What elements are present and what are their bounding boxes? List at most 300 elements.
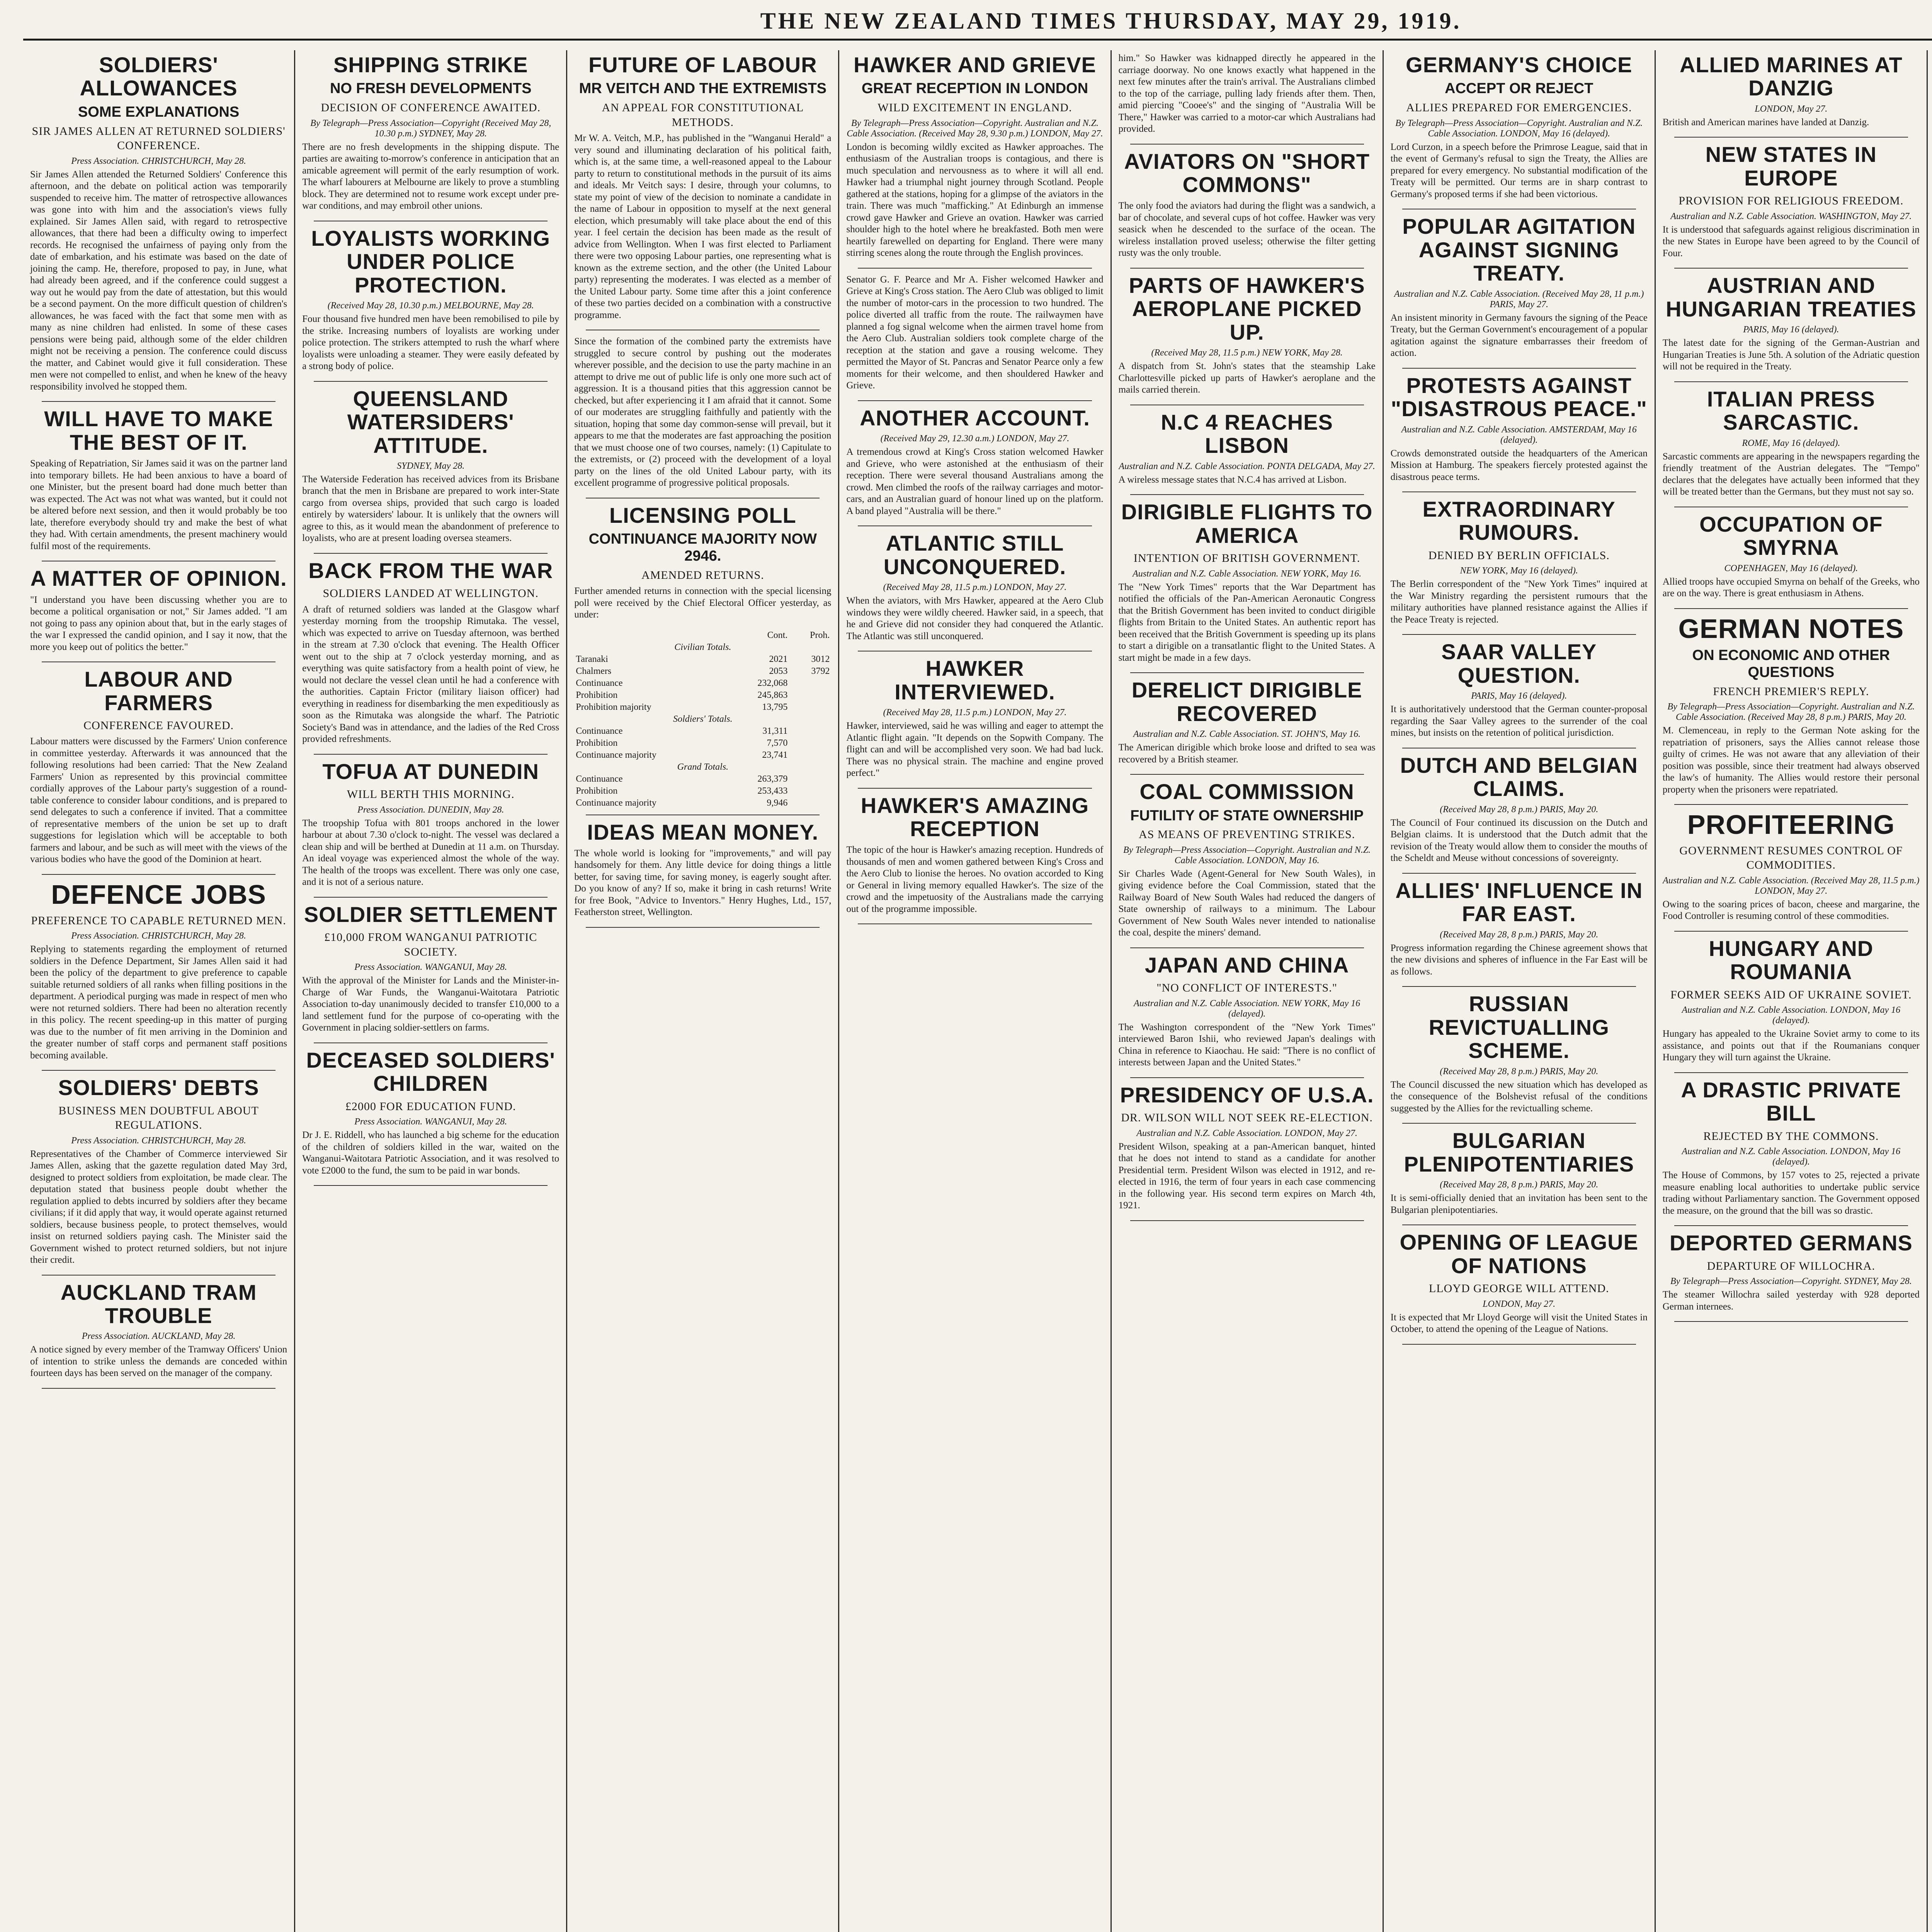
dateline: (Received May 28, 8 p.m.) PARIS, May 20. xyxy=(1440,1180,1599,1190)
article xyxy=(1663,810,1920,922)
headline: A DRASTIC PRIVATE BILL xyxy=(1681,1077,1901,1126)
article xyxy=(846,657,1103,779)
article-separator xyxy=(314,381,548,382)
poll-header-cell: Cont. xyxy=(767,630,788,640)
dateline: By Telegraph—Press Association—Copyright (Received May 28, 10.30 p.m.) SYDNEY, May 28. xyxy=(310,118,551,139)
headline: ATLANTIC STILL UNCONQUERED. xyxy=(883,531,1066,579)
article-body: There are no fresh developments in the shipping dispute. The parties are awaiting to-morrow's conference in anticipation that an amicable agreement will permit of the early resumption of work. The wharf labourers at Melbourne are likely to prove a stumbling block. They are determined not to resume work except under pre-war conditions, and may embroil other unions. xyxy=(302,141,560,211)
headline: LOYALISTS WORKING UNDER POLICE PROTECTION. xyxy=(311,226,550,297)
column-5 xyxy=(1112,50,1384,1932)
dateline: LONDON, May 27. xyxy=(1483,1299,1556,1309)
article-body: Sir James Allen attended the Returned Soldiers' Conference this afternoon, and the debate on political action was temporarily suspended to receive him. The matter of retrospective allowances was gone into with him and the association's views fully explained. Sir James Allen said, with regard to retrospective allowances, that there had been a difficulty owing to imperfect records. He recognised the unfairness of paying only from the date of embarkation, and his estimate was based on the date of joining the camp. He, therefore, proposed to pay, in June, what had already been agreed, and if the conference could suggest a way out he would pay from the date of attestation, but this would be a second payment. On the more difficult question of children's allowances, he was faced with the fact that some men with as many as nine children had enlisted. In some of these cases pensions were being paid, although some of the elder children might not be receiving a pension. The conference could discuss the matter, and Cabinet would give it full consideration. These men were not compelled to enlist, and when he knew of the heavy responsibility involved he stopped them. xyxy=(30,169,287,392)
article-body: It is semi-officially denied that an invitation has been sent to the Bulgarian plenipotentiaries. xyxy=(1390,1193,1648,1215)
headline: DIRIGIBLE FLIGHTS TO AMERICA xyxy=(1121,500,1373,548)
poll-cell: 2053 xyxy=(769,666,788,676)
article-body: A tremendous crowd at King's Cross station welcomed Hawker and Grieve, who were astonished at the enthusiasm of their reception. There were several thousand Australians among the crowd. Men climbed the roofs of the railway carriages and motor-cars, and an Australian guard of honour lined up on the platform. A band played "Australia will be there." xyxy=(846,447,1104,516)
article-separator xyxy=(1402,873,1636,874)
article xyxy=(302,1049,559,1177)
headline: PRESIDENCY OF U.S.A. xyxy=(1120,1082,1374,1107)
article-separator xyxy=(1674,137,1908,138)
article-body: The Washington correspondent of the "New York Times" interviewed Baron Ishii, who reviewed Japan's dealings with China in reference to Kiaochau. He said: "There is no conflict of interests between Japan and the United States." xyxy=(1118,1022,1376,1068)
masthead xyxy=(23,8,1932,35)
article-body: The topic of the hour is Hawker's amazing reception. Hundreds of thousands of men and women gathered between King's Cross and the Aero Club to lionise the heroes. No ovation accorded to King or General in living memory equalled Hawker's. The size of the crowd and the impetuosity of the Australians made the carrying out of the programme impossible. xyxy=(846,845,1104,914)
dateline: Australian and N.Z. Cable Association. NEW YORK, May 16 (delayed). xyxy=(1133,998,1361,1019)
poll-cell xyxy=(789,737,831,749)
article xyxy=(1663,513,1920,600)
headline: ALLIED MARINES AT DANZIG xyxy=(1679,53,1903,100)
article-subtitle: AS MEANS OF PREVENTING STRIKES. xyxy=(1138,828,1355,841)
poll-header-cell xyxy=(574,629,728,641)
article-body: President Wilson, speaking at a pan-American banquet, hinted that he does not intend to stand as a candidate for another Presidential term. President Wilson was elected in 1912, and re-elected in 1916, the term of four years in each case commencing in the following year. His second term expires on March 4th, 1921. xyxy=(1118,1141,1376,1211)
article-body: The "New York Times" reports that the War Department has notified the officials of the Pan-American Aeronautic Congress that the British Government has been invited to conduct dirigible flights from Britain to the United States. An authentic report has been received that the British Government is speeding up its plans to start a dirigible on a transatlantic flight to the United States. A start might be made in a few days. xyxy=(1118,582,1376,663)
article xyxy=(574,53,831,321)
article-separator xyxy=(1130,144,1364,145)
poll-header-cell: Proh. xyxy=(810,630,830,640)
article xyxy=(574,821,831,918)
dateline: (Received May 28, 11.5 p.m.) LONDON, May 27. xyxy=(883,582,1067,593)
poll-cell: Continuance majority xyxy=(576,798,656,808)
poll-cell: 3012 xyxy=(811,654,830,664)
poll-section-title: Soldiers' Totals. xyxy=(673,714,733,724)
article-body: Dr J. E. Riddell, who has launched a big scheme for the education of the children of soldiers killed in the war, waited on the Wanganui-Waitotara Patriotic Association, and it was resolved to vote £2000 to the fund, the sum to be paid in war bonds. xyxy=(302,1130,560,1176)
article-subtitle: WILL BERTH THIS MORNING. xyxy=(347,788,515,801)
article-body: An insistent minority in Germany favours the signing of the Peace Treaty, but the German Government's encouragement of a popular agitation against the signature embarrasses their freedom of action. xyxy=(1390,312,1648,359)
article-separator xyxy=(1130,1220,1364,1221)
poll-cell xyxy=(789,701,831,713)
column-8 xyxy=(1928,50,1932,1932)
poll-cell xyxy=(789,773,831,785)
headline: JAPAN AND CHINA xyxy=(1145,952,1349,977)
article-subtitle: FORMER SEEKS AID OF UKRAINE SOVIET. xyxy=(1670,988,1912,1001)
article-body: Representatives of the Chamber of Commerce interviewed Sir James Allen, asking that the gazette regulation dated May 3rd, designed to protect soldiers from exploitation, be made clear. The deputation stated that business people doubt whether the regulation applied to debts incurred by soldiers after they became civilians; if it did apply that way, it would operate against returned soldiers, because business people, to protect themselves, would insist on returned soldiers paying cash. The Minister said the Government wished to protect returned soldiers, but not injure their credit. xyxy=(30,1148,287,1265)
column-6 xyxy=(1384,50,1656,1932)
article xyxy=(30,407,287,552)
article xyxy=(302,559,559,745)
article-subtitle: CONFERENCE FAVOURED. xyxy=(83,719,234,732)
dateline: By Telegraph—Press Association—Copyright. Australian and N.Z. Cable Association. LONDON, May 16 (delayed). xyxy=(1395,118,1643,139)
dateline: Press Association. CHRISTCHURCH, May 28. xyxy=(71,1135,246,1146)
article-body: The whole world is looking for "improvements," and will pay handsomely for them. Any little device for doing things a little better, for saving time, for saving money, is eagerly sought after. Do you know of any? If so, make it bring in cash returns! Write for free Book, "Advice to Inventors." Henry Hughes, Ltd., 157, Featherston street, Wellington. xyxy=(574,848,832,918)
article xyxy=(1119,411,1376,486)
headline: BACK FROM THE WAR xyxy=(308,558,553,583)
article-body: Hawker, interviewed, said he was willing and eager to attempt the Atlantic flight again. "It depends on the Sopwith Company. The flight can and will be accomplished very soon. We had bad luck. There was no physical strain. The machine and engine proved perfect." xyxy=(846,721,1104,778)
article-body: Sir Charles Wade (Agent-General for New South Wales), in giving evidence before the Coal Commission, stated that the Railway Board of New South Wales had reduced the dangers of State ownership of railways to a minimum. The Labour Government of New South Wales never intended to nationalise the coal, despite the miners' demand. xyxy=(1118,868,1376,938)
article-subtitle: ALLIES PREPARED FOR EMERGENCIES. xyxy=(1406,101,1632,114)
article-body: Crowds demonstrated outside the headquarters of the American Mission at Hamburg. The speakers fiercely protested against the disastrous peace terms. xyxy=(1390,448,1648,482)
article-separator xyxy=(314,1185,548,1186)
article-separator xyxy=(1674,1072,1908,1073)
article-body: Four thousand five hundred men have been remobilised to pile by the strike. Increasing numbers of loyalists are working under police protection. The strikers attempted to rush the wharf where loyalists were unloading a steamer. They were easily defeated by a strong body of police. xyxy=(302,314,560,372)
dateline: Australian and N.Z. Cable Association. ST. JOHN'S, May 16. xyxy=(1133,729,1361,740)
article xyxy=(302,760,559,888)
headline: DEPORTED GERMANS xyxy=(1669,1231,1913,1255)
article-separator xyxy=(1674,268,1908,269)
article-body: Allied troops have occupied Smyrna on behalf of the Greeks, who are on the way. There is great enthusiasm in Athens. xyxy=(1662,576,1920,599)
headline: PROFITEERING xyxy=(1687,810,1895,840)
article xyxy=(574,336,831,489)
article-separator xyxy=(314,754,548,755)
headline: PROTESTS AGAINST "DISASTROUS PEACE." xyxy=(1391,373,1647,421)
article-separator xyxy=(1674,381,1908,382)
article-subtitle: AN APPEAL FOR CONSTITUTIONAL METHODS. xyxy=(602,101,804,129)
dateline: COPENHAGEN, May 16 (delayed). xyxy=(1724,563,1858,573)
headline: A MATTER OF OPINION. xyxy=(30,566,287,591)
poll-cell: Continuance xyxy=(576,726,623,736)
article-subtitle: PREFERENCE TO CAPABLE RETURNED MEN. xyxy=(31,914,286,927)
article xyxy=(1119,150,1376,259)
poll-cell: 245,863 xyxy=(757,690,788,700)
dateline: LONDON, May 27. xyxy=(1755,104,1828,114)
poll-table xyxy=(574,629,831,809)
article-body: The Council discussed the new situation which has developed as the consequence of the Bolshevist refusal of the conditions suggested by the Allies for the revictualling scheme. xyxy=(1390,1079,1648,1114)
headline: EXTRAORDINARY RUMOURS. xyxy=(1422,497,1616,545)
article xyxy=(1119,274,1376,396)
headline: FUTURE OF LABOUR xyxy=(588,53,817,77)
article-body: The Council of Four continued its discussion on the Dutch and Belgian claims. It is understood that the Dutch admit that the revision of the Treaty would allow them to consider the mouths of the Scheldt and Meuse without concessions of sovereignty. xyxy=(1390,817,1648,864)
article-separator xyxy=(1402,986,1636,987)
poll-cell: 13,795 xyxy=(762,702,788,712)
article xyxy=(846,532,1103,642)
article-separator xyxy=(42,1275,276,1276)
article-body: Speaking of Repatriation, Sir James said it was on the partner land into temporary billets. He had been anxious to have a board of one Minister, but the present board had done much better than was expected. The Act was not what was wanted, but it could not be altered before next session, and then it would probably be too late, therefore everybody should try and make the best of what they had. With certain amendments, the present machinery would fulfil most of the requirements. xyxy=(30,458,287,551)
column-3 xyxy=(567,50,839,1932)
dateline: (Received May 28, 8 p.m.) PARIS, May 20. xyxy=(1440,804,1599,815)
article xyxy=(1119,1083,1376,1212)
headline: OPENING OF LEAGUE OF NATIONS xyxy=(1400,1230,1638,1278)
dateline: By Telegraph—Press Association—Copyright. Australian and N.Z. Cable Association. (Received May 28, 8 p.m.) PARIS, May 20. xyxy=(1667,702,1915,723)
article-body: British and American marines have landed at Danzig. xyxy=(1662,117,1869,128)
headline: N.C 4 REACHES LISBON xyxy=(1161,410,1333,458)
subheadline: NO FRESH DEVELOPMENTS xyxy=(330,80,532,97)
dateline: Press Association. DUNEDIN, May 28. xyxy=(357,804,504,815)
article-body: The Berlin correspondent of the "New York Times" inquired at the War Ministry regarding the persistent rumours that the military authorities have planned resistance against the Allies if the Peace Treaty is rejected. xyxy=(1390,579,1648,625)
article-subtitle: DECISION OF CONFERENCE AWAITED. xyxy=(321,101,541,114)
headline: HAWKER'S AMAZING RECEPTION xyxy=(861,793,1089,841)
article xyxy=(1391,215,1648,359)
dateline: (Received May 28, 11.5 p.m.) LONDON, May 27. xyxy=(883,707,1067,718)
dateline: By Telegraph—Press Association—Copyright. Australian and N.Z. Cable Association. LONDON, May 16. xyxy=(1123,845,1371,866)
article-separator xyxy=(858,788,1092,789)
article xyxy=(1391,1231,1648,1335)
headline: QUEENSLAND WATERSIDERS' ATTITUDE. xyxy=(347,386,514,457)
dateline: Press Association. AUCKLAND, May 28. xyxy=(82,1331,236,1342)
article-separator xyxy=(858,923,1092,924)
article-separator xyxy=(42,1070,276,1071)
poll-cell: 7,570 xyxy=(767,738,788,748)
headline: SOLDIER SETTLEMENT xyxy=(304,902,558,927)
headline: DECEASED SOLDIERS' CHILDREN xyxy=(306,1048,555,1096)
article xyxy=(1391,754,1648,864)
headline: COAL COMMISSION xyxy=(1139,779,1354,804)
article-separator xyxy=(1674,1225,1908,1226)
dateline: Australian and N.Z. Cable Association. PONTA DELGADA, May 27. xyxy=(1119,461,1375,471)
dateline: NEW YORK, May 16 (delayed). xyxy=(1460,566,1578,576)
article xyxy=(1663,274,1920,372)
poll-cell: Continuance xyxy=(576,678,623,688)
article-body: Labour matters were discussed by the Farmers' Union conference in committee yesterday. Afterwards it was announced that the following resolutions had been carried: That the New Zealand Farmers' Union as represented by this provincial committee cordially approves of the Labour party's suggestion of a round-table conference to consider labour conditions, and is prepared to send delegates to such a conference if invited. That a committee of representative members of the union be set up to draft suggestions for legislation which will be acceptable to both farmers and labour, and be such as will meet with the views of the various bodies who have the good of the Dominion at heart. xyxy=(30,736,287,865)
article-body: It is expected that Mr Lloyd George will visit the United States in October, to attend the opening of the League of Nations. xyxy=(1390,1312,1648,1335)
article-separator xyxy=(1402,634,1636,635)
column-7 xyxy=(1656,50,1928,1932)
article xyxy=(1391,640,1648,739)
article-body: London is becoming wildly excited as Hawker approaches. The enthusiasm of the Australian troops is contagious, and there is much speculation and nervousness as to where it will all end. Hawker had a triumphal night journey through Scotland. People gathered at the stations, hoping for a glimpse of the aviators in the train. There was much "mafficking." At Edinburgh an immense crowd gave Hawker and Grieve an ovation. Hawker was carried shoulder high to the hotel where he breakfasted. Both men were heartily farewelled on departing for England. There were many stirring scenes along the route through the English provinces. xyxy=(846,141,1104,259)
newspaper-columns xyxy=(23,50,1932,1932)
article-subtitle: DEPARTURE OF WILLOCHRA. xyxy=(1707,1259,1876,1272)
article xyxy=(1391,1129,1648,1216)
article-body: Lord Curzon, in a speech before the Primrose League, said that in the event of Germany's refusal to sign the Treaty, the Allies are prepared for every emergency. No substantial modification of the Treaty will be permitted. Our terms are in sharp contrast to Germany's proposed terms if she had been victorious. xyxy=(1390,141,1648,199)
article xyxy=(1663,614,1920,796)
article-body: Replying to statements regarding the employment of returned soldiers in the Defence Department, Sir James Allen said it had been the policy of the department to give preference to capable suitable returned soldiers of all ranks when filling positions in the department. A periodical purging was made in respect of men who were not returned soldiers. There had been no alteration recently in this policy. The recent speeding-up in this matter of purging was due to the number of fit men arriving in the Dominion and the greater number of staff corps and permanent staff positions becoming available. xyxy=(30,944,287,1061)
headline: ANOTHER ACCOUNT. xyxy=(860,405,1090,430)
headline: BULGARIAN PLENIPOTENTIARIES xyxy=(1404,1128,1634,1176)
headline: SOLDIERS' ALLOWANCES xyxy=(80,53,238,100)
poll-cell xyxy=(789,785,831,797)
dateline: (Received May 28, 11.5 p.m.) NEW YORK, May 28. xyxy=(1151,348,1343,358)
headline: ALLIES' INFLUENCE IN FAR EAST. xyxy=(1395,878,1643,926)
article-subtitle: PROVISION FOR RELIGIOUS FREEDOM. xyxy=(1679,194,1904,207)
article-body: Senator G. F. Pearce and Mr A. Fisher welcomed Hawker and Grieve at King's Cross station. The Aero Club was obliged to limit the number of motor-cars in the procession to two hundred. The police diverted all traffic from the route. The railwaymen have planned a fog signal welcome when the airmen travel home from the Aero Club. Australian soldiers took complete charge of the reception at the station and gave a rousing welcome. They permitted the Mayor of St. Pancras and Senator Pearce only a few moments for their welcome, and then shouldered Hawker and Grieve. xyxy=(846,274,1104,391)
column-4 xyxy=(839,50,1111,1932)
article-separator xyxy=(858,268,1092,269)
headline: AUCKLAND TRAM TROUBLE xyxy=(60,1280,257,1328)
article-subtitle: £2000 FOR EDUCATION FUND. xyxy=(345,1100,516,1113)
article-body: The American dirigible which broke loose and drifted to sea was recovered by a British steamer. xyxy=(1118,742,1376,765)
dateline: Press Association. CHRISTCHURCH, May 28. xyxy=(71,156,246,166)
article xyxy=(1663,388,1920,498)
article-body: Further amended returns in connection with the special licensing poll were received by the Chief Electoral Officer yesterday, as under: xyxy=(574,586,832,620)
article xyxy=(1663,1078,1920,1217)
article-separator xyxy=(1130,774,1364,775)
article-body: him." So Hawker was kidnapped directly he appeared in the carriage doorway. No one knows exactly what happened in the next few minutes after the train's arrival. The Australians climbed to the top of the carriage, pulling lady friends after them. Then, amid piercing "Cooee's" and the singing of "Australia Will be There," Hawker was carried to a motor-car which Australians had provided. xyxy=(1118,53,1376,134)
article xyxy=(30,53,287,393)
article-body: "I understand you have been discussing whether you are to become a political organisation or not," Sir James added. "I am not going to pass any opinion about that, but in the early stages of the war I expressed the candid opinion, and I say it now, that the more you keep out of politics the better." xyxy=(30,594,287,652)
poll-cell: Prohibition xyxy=(576,786,618,796)
article xyxy=(30,880,287,1061)
dateline: Australian and N.Z. Cable Association. NEW YORK, May 16. xyxy=(1132,568,1362,579)
poll-cell xyxy=(789,749,831,761)
dateline: By Telegraph—Press Association—Copyright. SYDNEY, May 28. xyxy=(1670,1276,1912,1287)
article xyxy=(846,274,1103,392)
article-separator xyxy=(42,1388,276,1389)
headline: SAAR VALLEY QUESTION. xyxy=(1441,639,1597,687)
dateline: Australian and N.Z. Cable Association. LONDON, May 27. xyxy=(1136,1128,1357,1138)
article-subtitle: "NO CONFLICT OF INTERESTS." xyxy=(1156,981,1337,995)
headline: AVIATORS ON "SHORT COMMONS" xyxy=(1124,149,1370,197)
article-subtitle: LLOYD GEORGE WILL ATTEND. xyxy=(1429,1282,1609,1295)
article-separator xyxy=(42,874,276,875)
subheadline: ACCEPT OR REJECT xyxy=(1445,80,1594,97)
article-separator xyxy=(858,400,1092,401)
article-subtitle: BUSINESS MEN DOUBTFUL ABOUT REGULATIONS. xyxy=(58,1104,259,1132)
article-subtitle: REJECTED BY THE COMMONS. xyxy=(1703,1129,1879,1143)
poll-cell: Continuance xyxy=(576,774,623,784)
article-body: Owing to the soaring prices of bacon, cheese and margarine, the Food Controller is resuming control of these commodities. xyxy=(1662,899,1920,922)
poll-cell xyxy=(789,725,831,737)
column-2 xyxy=(295,50,567,1932)
poll-cell: Chalmers xyxy=(576,666,612,676)
article xyxy=(574,504,831,621)
article-body: The steamer Willochra sailed yesterday with 928 deported German internees. xyxy=(1662,1289,1920,1312)
article xyxy=(302,903,559,1034)
poll-section-title: Civilian Totals. xyxy=(674,642,731,652)
headline: TOFUA AT DUNEDIN xyxy=(322,759,539,784)
article xyxy=(30,1281,287,1379)
article-separator xyxy=(314,897,548,898)
article xyxy=(30,1076,287,1266)
article-subtitle: GOVERNMENT RESUMES CONTROL OF COMMODITIES. xyxy=(1679,844,1903,872)
dateline: Australian and N.Z. Cable Association. LONDON, May 16 (delayed). xyxy=(1682,1005,1901,1026)
column-1 xyxy=(23,50,295,1932)
article-subtitle: £10,000 FROM WANGANUI PATRIOTIC SOCIETY. xyxy=(324,931,537,958)
article-subtitle: FRENCH PREMIER'S REPLY. xyxy=(1713,685,1869,698)
headline: GERMANY'S CHOICE xyxy=(1406,53,1633,77)
poll-cell: Prohibition xyxy=(576,738,618,748)
dateline: Australian and N.Z. Cable Association. AMSTERDAM, May 16 (delayed). xyxy=(1401,424,1637,445)
article-subtitle: SIR JAMES ALLEN AT RETURNED SOLDIERS' CONFERENCE. xyxy=(32,124,286,152)
headline: LICENSING POLL xyxy=(609,503,796,527)
article-body: The House of Commons, by 157 votes to 25, rejected a private measure enabling local authorities to undertake public service trading without Parliamentary sanction. The Government opposed the measure, on the ground that the bill was so drastic. xyxy=(1662,1170,1920,1216)
poll-cell: Taranaki xyxy=(576,654,608,664)
article-subtitle: DR. WILSON WILL NOT SEEK RE-ELECTION. xyxy=(1121,1111,1373,1124)
poll-cell xyxy=(789,797,831,809)
headline: DERELICT DIRIGIBLE RECOVERED xyxy=(1131,678,1362,726)
dateline: Australian and N.Z. Cable Association. LONDON, May 16 (delayed). xyxy=(1682,1146,1901,1167)
article-body: The latest date for the signing of the German-Austrian and Hungarian Treaties is June 5th. A solution of the Adriatic question will not be required in the Treaty. xyxy=(1662,338,1920,372)
headline: OCCUPATION OF SMYRNA xyxy=(1699,512,1883,560)
article-subtitle: WILD EXCITEMENT IN ENGLAND. xyxy=(878,101,1072,114)
article-separator xyxy=(42,401,276,402)
article-separator xyxy=(1674,1321,1908,1322)
dateline: Australian and N.Z. Cable Association. (Received May 28, 11 p.m.) PARIS, May 27. xyxy=(1394,289,1644,310)
poll-cell: 23,741 xyxy=(762,750,788,760)
article-body: When the aviators, with Mrs Hawker, appeared at the Aero Club windows they were wildly cheered. Hawker said, in a speech, that he and Grieve did not consider they had conquered the Atlantic. The Atlantic was still unconquered. xyxy=(846,595,1104,641)
poll-cell: Prohibition xyxy=(576,690,618,700)
article-body: With the approval of the Minister for Lands and the Minister-in-Charge of War Funds, the Wanganui-Waitotara Patriotic Association to-day unanimously decided to transfer £10,000 to a land settlement fund for the purpose of co-operating with the Government in placing soldier-settlers on farms. xyxy=(302,975,560,1033)
article-body: It is understood that safeguards against religious discrimination in the new States in Europe have been agreed to by the Council of Four. xyxy=(1662,224,1920,259)
article xyxy=(1391,992,1648,1114)
article xyxy=(302,227,559,372)
article-subtitle: SOLDIERS LANDED AT WELLINGTON. xyxy=(323,587,539,600)
article-body: Progress information regarding the Chinese agreement shows that the new divisions and spheres of influence in the Far East will be as follows. xyxy=(1390,942,1648,977)
headline: SOLDIERS' DEBTS xyxy=(58,1075,259,1100)
article xyxy=(1119,954,1376,1069)
subheadline: MR VEITCH AND THE EXTREMISTS xyxy=(579,80,827,97)
article xyxy=(846,406,1103,517)
headline: IDEAS MEAN MONEY. xyxy=(587,820,819,844)
dateline: (Received May 28, 8 p.m.) PARIS, May 20. xyxy=(1440,1066,1599,1077)
headline: HAWKER INTERVIEWED. xyxy=(895,656,1055,704)
article xyxy=(302,387,559,544)
article-separator xyxy=(1130,1077,1364,1078)
dateline: SYDNEY, May 28. xyxy=(397,461,465,471)
headline: RUSSIAN REVICTUALLING SCHEME. xyxy=(1429,992,1609,1063)
headline: AUSTRIAN AND HUNGARIAN TREATIES xyxy=(1666,273,1917,321)
article xyxy=(1663,1231,1920,1313)
article-body: It is authoritatively understood that the German counter-proposal regarding the Saar Valley agrees to the surrender of the coal mines, but insists on the retention of political jurisdiction. xyxy=(1390,704,1648,738)
article xyxy=(1663,143,1920,259)
article xyxy=(1391,53,1648,200)
dateline: Australian and N.Z. Cable Association. (Received May 28, 11.5 p.m.) LONDON, May 27. xyxy=(1663,875,1920,896)
article-separator xyxy=(586,927,820,928)
dateline: Australian and N.Z. Cable Association. WASHINGTON, May 27. xyxy=(1670,211,1912,221)
article-body: A draft of returned soldiers was landed at the Glasgow wharf yesterday morning from the troopship Rimutaka. The vessel, which was expected to arrive on Tuesday afternoon, was berthed in the stream at 7.30 o'clock that evening. The Health Officer went out to the ship at 7 o'clock yesterday morning, and as everything was quite satisfactory from a health point of view, he would not declare the vessel clean until he had a conference with the authorities. Captain Frictor (military liaison officer) had everything in readiness for disembarking the men expeditiously as soon as the Rimutaka was alongside the wharf. The Patriotic Society's Band was in attendance, and the ladies of the Red Cross provided refreshments. xyxy=(302,604,560,745)
poll-cell: 3792 xyxy=(811,666,830,676)
article-separator xyxy=(1402,368,1636,369)
article xyxy=(1391,498,1648,626)
article-body: Since the formation of the combined party the extremists have struggled to secure control by pushing out the moderates wherever possible, and the decision to use the party machine in an attempt to drive me out of public life is only one more such act of aggression. It is a thousand pities that this aggression cannot be checked, but after experiencing it I am afraid that it cannot. Some of our moderates are struggling faithfully and patiently with the situation, hoping that some day common-sense will prevail, but it appears to me that the moderates are fast approaching the position that we must choose one of two courses, namely: (1) Capitulate to the extremists, or (2) proceed with the development of a loyal party on the lines of the old United Labour party, with its excellent programme of progressive political proposals. xyxy=(574,336,832,488)
dateline: Press Association. WANGANUI, May 28. xyxy=(354,1117,507,1127)
headline: HUNGARY AND ROUMANIA xyxy=(1709,936,1874,984)
masthead-rule xyxy=(23,39,1932,41)
article-separator xyxy=(1130,672,1364,673)
dateline: PARIS, May 16 (delayed). xyxy=(1471,691,1567,701)
article-body: The troopship Tofua with 801 troops anchored in the lower harbour at about 7.30 o'clock to-night. The vessel was declared a clean ship and will be berthed at Dunedin at 11 a.m. on Thursday. An ideal voyage was experienced almost the whole of the way. The health of the troops was excellent. There was only one case, and it is not of a serious nature. xyxy=(302,818,560,888)
article-body: A notice signed by every member of the Tramway Officers' Union of intention to strike unless the demands are conceded within fourteen days has been served on the manager of the company. xyxy=(30,1344,287,1379)
subheadline: ON ECONOMIC AND OTHER QUESTIONS xyxy=(1692,647,1890,680)
poll-section-title: Grand Totals. xyxy=(677,762,729,772)
article xyxy=(1391,879,1648,978)
article xyxy=(1119,679,1376,765)
article-separator xyxy=(1130,494,1364,495)
article-body: Hungary has appealed to the Ukraine Soviet army to come to its assistance, and points out that if the Roumanians conquer Hungary they will turn against the Ukraine. xyxy=(1662,1029,1920,1063)
article xyxy=(1391,374,1648,483)
headline: SHIPPING STRIKE xyxy=(333,53,528,77)
poll-cell: 232,068 xyxy=(757,678,788,688)
headline: GERMAN NOTES xyxy=(1678,613,1904,644)
article-separator xyxy=(314,553,548,554)
dateline: ROME, May 16 (delayed). xyxy=(1742,438,1840,448)
headline: WILL HAVE TO MAKE THE BEST OF IT. xyxy=(44,406,273,454)
article xyxy=(1663,53,1920,128)
subheadline: CONTINUANCE MAJORITY NOW 2946. xyxy=(588,531,817,564)
article-separator xyxy=(1402,1344,1636,1345)
headline: DUTCH AND BELGIAN CLAIMS. xyxy=(1400,753,1638,801)
article-body: The Waterside Federation has received advices from its Brisbane branch that the men in Brisbane are prepared to work inter-State cargo from oversea ships, provided that such cargo is loaded entirely by watersiders' labour. It is unlikely that the owners will agree to this, as it would mean the abandonment of preference to loyalists, who are at present loading oversea steamers. xyxy=(302,474,560,544)
dateline: Press Association. WANGANUI, May 28. xyxy=(354,962,507,973)
article-subtitle: DENIED BY BERLIN OFFICIALS. xyxy=(1428,549,1610,562)
poll-cell: Prohibition majority xyxy=(576,702,651,712)
subheadline: FUTILITY OF STATE OWNERSHIP xyxy=(1130,807,1364,824)
dateline: (Received May 29, 12.30 a.m.) LONDON, May 27. xyxy=(880,434,1070,444)
poll-cell xyxy=(789,689,831,701)
article-body: The only food the aviators had during the flight was a sandwich, a bar of chocolate, and several cups of hot coffee. Hawker was very seasick when he descended to the surface of the ocean. The wireless installation proved useless; otherwise the filter getting rusty was the only trouble. xyxy=(1118,201,1376,259)
newspaper-title: THE NEW ZEALAND TIMES THURSDAY, MAY 29, 1919. xyxy=(760,8,1462,34)
poll-cell: 253,433 xyxy=(757,786,788,796)
poll-cell: 2021 xyxy=(769,654,788,664)
headline: ITALIAN PRESS SARCASTIC. xyxy=(1707,386,1875,435)
dateline: PARIS, May 16 (delayed). xyxy=(1743,325,1839,335)
article xyxy=(302,53,559,212)
article-body: A wireless message states that N.C.4 has arrived at Lisbon. xyxy=(1118,474,1347,485)
headline: POPULAR AGITATION AGAINST SIGNING TREATY. xyxy=(1402,214,1636,286)
article-subtitle: INTENTION OF BRITISH GOVERNMENT. xyxy=(1133,552,1361,565)
article-separator xyxy=(1402,1123,1636,1124)
headline: DEFENCE JOBS xyxy=(51,879,266,910)
subheadline: SOME EXPLANATIONS xyxy=(78,104,240,120)
article xyxy=(846,794,1103,915)
poll-cell xyxy=(789,677,831,689)
subheadline: GREAT RECEPTION IN LONDON xyxy=(861,80,1088,97)
article-separator xyxy=(1674,804,1908,805)
dateline: By Telegraph—Press Association—Copyright. Australian and N.Z. Cable Association. (Received May 28, 9.30 p.m.) LONDON, May 27. xyxy=(847,118,1103,139)
poll-cell: 9,946 xyxy=(767,798,788,808)
headline: NEW STATES IN EUROPE xyxy=(1705,142,1877,190)
article-body: Sarcastic comments are appearing in the newspapers regarding the friendly treatment of the Austrian delegates. The "Tempo" declares that the delegates have actually been informed that they will be treated better than the Germans, but they must not say so. xyxy=(1662,451,1920,497)
article xyxy=(1663,937,1920,1064)
poll-cell: Continuance majority xyxy=(576,750,656,760)
article-separator xyxy=(1674,608,1908,609)
article xyxy=(846,53,1103,259)
